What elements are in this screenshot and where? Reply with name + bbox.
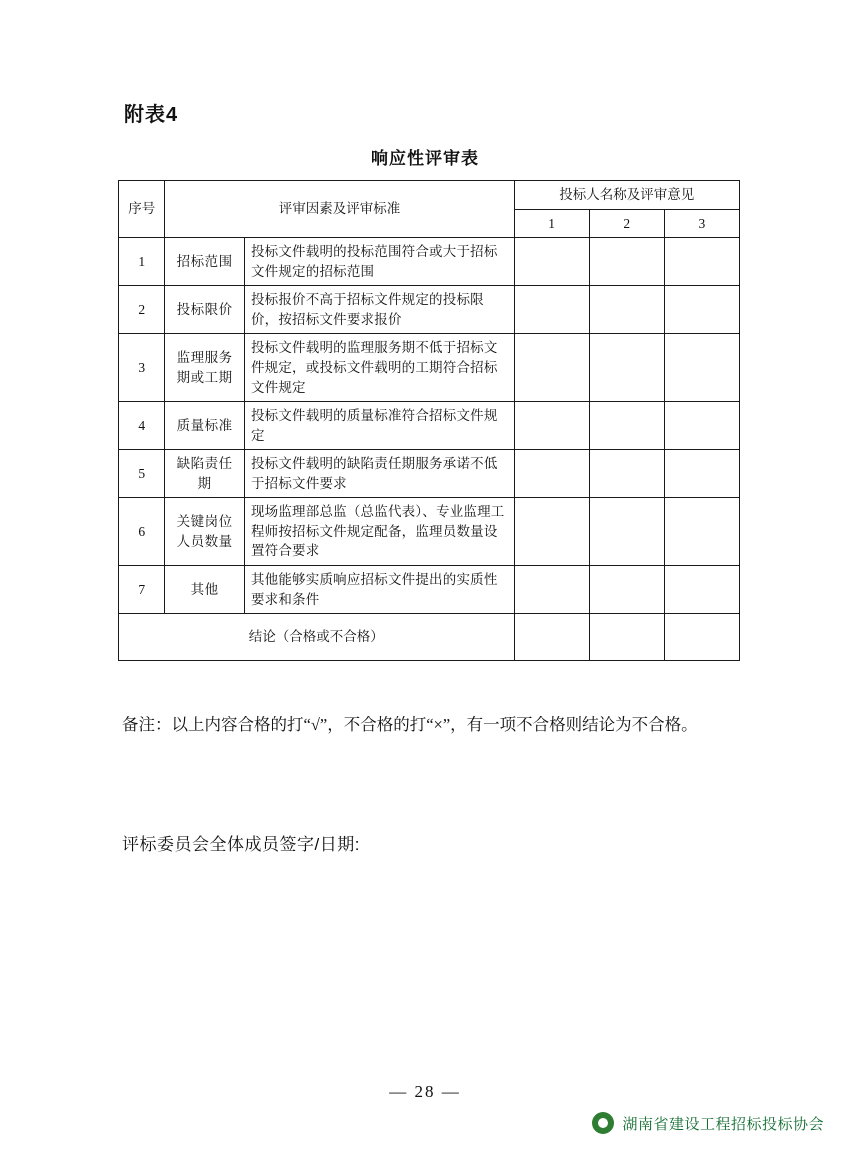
row-opinion-3[interactable] — [664, 238, 739, 286]
conclusion-label: 结论（合格或不合格） — [119, 614, 515, 661]
row-opinion-2[interactable] — [589, 450, 664, 498]
row-criteria: 投标文件载明的投标范围符合或大于招标文件规定的招标范围 — [244, 238, 514, 286]
table-row — [119, 450, 740, 498]
row-opinion-1[interactable] — [514, 566, 589, 614]
row-seq: 6 — [119, 498, 165, 566]
conclusion-row — [119, 614, 740, 661]
header-criteria: 评审因素及评审标准 — [165, 181, 514, 238]
row-opinion-3[interactable] — [664, 402, 739, 450]
row-opinion-2[interactable] — [589, 334, 664, 402]
row-criteria: 投标文件载明的质量标准符合招标文件规定 — [244, 402, 514, 450]
row-opinion-2[interactable] — [589, 238, 664, 286]
row-opinion-2[interactable] — [589, 498, 664, 566]
row-factor: 投标限价 — [165, 286, 245, 334]
row-opinion-3[interactable] — [664, 334, 739, 402]
row-criteria: 投标文件载明的监理服务期不低于招标文件规定，或投标文件载明的工期符合招标文件规定 — [244, 334, 514, 402]
conclusion-opinion-3[interactable] — [664, 614, 739, 661]
row-opinion-2[interactable] — [589, 402, 664, 450]
row-opinion-3[interactable] — [664, 450, 739, 498]
page-number: — 28 — — [389, 1082, 461, 1101]
header-seq: 序号 — [119, 181, 165, 238]
row-opinion-1[interactable] — [514, 238, 589, 286]
page-title: 响应性评审表 — [371, 149, 479, 168]
row-opinion-2[interactable] — [589, 566, 664, 614]
table-row — [119, 566, 740, 614]
row-seq: 4 — [119, 402, 165, 450]
row-criteria: 现场监理部总监（总监代表）、专业监理工程师按招标文件规定配备，监理员数量设置符合要求 — [244, 498, 514, 566]
row-criteria: 其他能够实质响应招标文件提出的实质性要求和条件 — [244, 566, 514, 614]
row-seq: 3 — [119, 334, 165, 402]
row-factor: 其他 — [165, 566, 245, 614]
wechat-logo-icon — [592, 1112, 614, 1134]
row-factor: 监理服务期或工期 — [165, 334, 245, 402]
responsiveness-review-table — [118, 180, 740, 661]
header-bidder-2: 2 — [589, 209, 664, 238]
row-factor: 关键岗位人员数量 — [165, 498, 245, 566]
brand-name: 湖南省建设工程招标投标协会 — [622, 1115, 824, 1133]
row-seq: 7 — [119, 566, 165, 614]
row-criteria: 投标文件载明的缺陷责任期服务承诺不低于招标文件要求 — [244, 450, 514, 498]
row-opinion-3[interactable] — [664, 566, 739, 614]
row-opinion-1[interactable] — [514, 450, 589, 498]
table-row — [119, 286, 740, 334]
header-bidder-3: 3 — [664, 209, 739, 238]
attachment-label: 附表4 — [124, 104, 179, 126]
table-row — [119, 238, 740, 286]
row-seq: 2 — [119, 286, 165, 334]
table-header-row-1 — [119, 181, 740, 210]
row-opinion-3[interactable] — [664, 498, 739, 566]
table-row — [119, 498, 740, 566]
row-opinion-1[interactable] — [514, 286, 589, 334]
row-seq: 1 — [119, 238, 165, 286]
row-opinion-1[interactable] — [514, 334, 589, 402]
conclusion-opinion-2[interactable] — [589, 614, 664, 661]
row-opinion-1[interactable] — [514, 498, 589, 566]
row-opinion-1[interactable] — [514, 402, 589, 450]
row-factor: 招标范围 — [165, 238, 245, 286]
table-row — [119, 402, 740, 450]
row-seq: 5 — [119, 450, 165, 498]
row-criteria: 投标报价不高于招标文件规定的投标限价，按招标文件要求报价 — [244, 286, 514, 334]
header-bidder-1: 1 — [514, 209, 589, 238]
footer-brand — [592, 1112, 824, 1134]
conclusion-opinion-1[interactable] — [514, 614, 589, 661]
row-opinion-2[interactable] — [589, 286, 664, 334]
table-note: 备注：以上内容合格的打“√”，不合格的打“×”，有一项不合格则结论为不合格。 — [122, 715, 698, 734]
row-opinion-3[interactable] — [664, 286, 739, 334]
row-factor: 缺陷责任期 — [165, 450, 245, 498]
header-bidders-group: 投标人名称及评审意见 — [514, 181, 739, 210]
row-factor: 质量标准 — [165, 402, 245, 450]
signature-line: 评标委员会全体成员签字/日期: — [122, 835, 360, 854]
table-row — [119, 334, 740, 402]
